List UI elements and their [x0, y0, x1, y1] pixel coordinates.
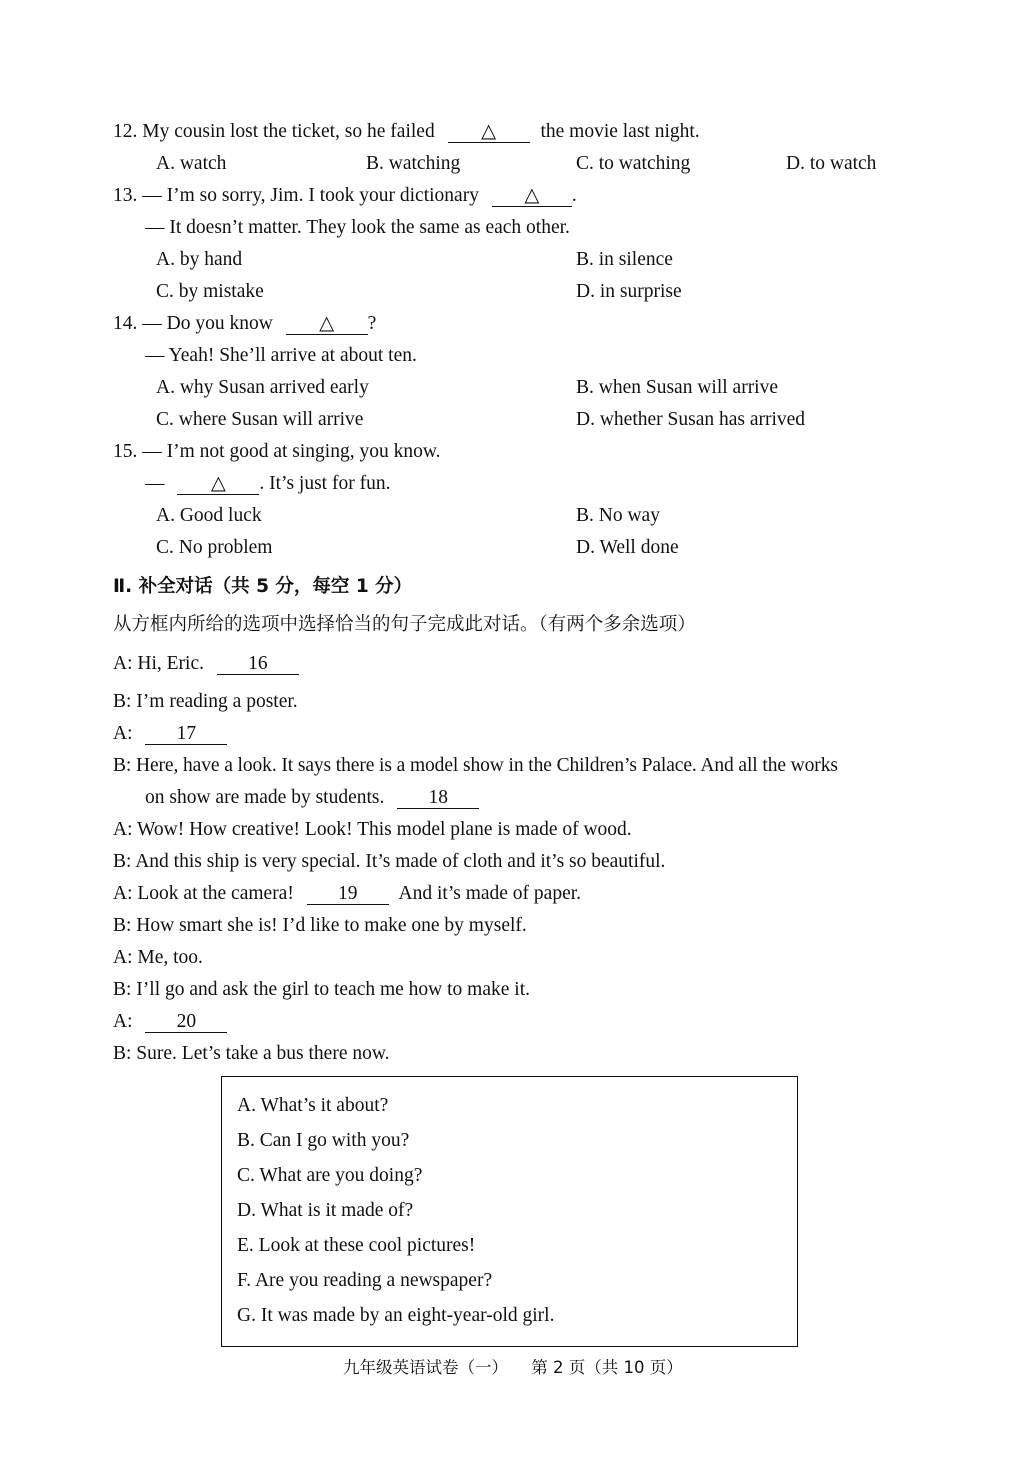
answer-blank: △ — [177, 474, 259, 495]
question-12-option-a: A. watch — [156, 153, 227, 174]
answer-blank: △ — [448, 122, 530, 143]
box-option-a: A. What’s it about? — [237, 1095, 389, 1116]
question-13-option-c: C. by mistake — [156, 281, 264, 302]
page-footer — [343, 1356, 683, 1380]
question-number: 15. — [113, 441, 138, 462]
answer-blank: △ — [492, 186, 572, 207]
question-15-stem — [113, 440, 441, 464]
question-12-option-b: B. watching — [366, 153, 461, 174]
dialogue-line: B: I’m reading a poster. — [113, 691, 298, 712]
question-text: My cousin lost the ticket, so he failed — [142, 121, 435, 142]
question-number: 14. — [113, 313, 138, 334]
dialogue-line — [113, 652, 299, 676]
question-15-option-c: C. No problem — [156, 537, 273, 558]
box-option-b: B. Can I go with you? — [237, 1130, 410, 1151]
box-option-e: E. Look at these cool pictures! — [237, 1235, 476, 1256]
dialogue-text: A: Hi, Eric. — [113, 653, 204, 674]
question-number: 13. — [113, 185, 138, 206]
question-14-reply: — Yeah! She’ll arrive at about ten. — [145, 345, 417, 366]
dialogue-line — [113, 722, 227, 746]
dialogue-blank-18: 18 — [397, 788, 479, 809]
dialogue-line — [145, 786, 479, 810]
question-12-option-d: D. to watch — [786, 153, 877, 174]
box-option-g: G. It was made by an eight-year-old girl. — [237, 1305, 555, 1326]
question-15-option-a: A. Good luck — [156, 505, 262, 526]
section-instruction: 从方框内所给的选项中选择恰当的句子完成此对话。（有两个多余选项） — [113, 614, 696, 635]
question-12-stem — [113, 120, 700, 144]
dialogue-line — [113, 1010, 227, 1034]
dialogue-text: A: Look at the camera! — [113, 883, 294, 904]
question-13-stem — [113, 184, 577, 208]
question-15-option-b: B. No way — [576, 505, 660, 526]
question-number: 12. — [113, 121, 138, 142]
dialogue-line: B: And this ship is very special. It’s made of cloth and it’s so beautiful. — [113, 851, 666, 872]
options-box — [221, 1076, 798, 1347]
question-14-option-d: D. whether Susan has arrived — [576, 409, 806, 430]
question-13-option-b: B. in silence — [576, 249, 673, 270]
question-13-option-d: D. in surprise — [576, 281, 682, 302]
footer-exam-title: 九年级英语试卷（一） — [343, 1358, 508, 1377]
question-text: — Do you know — [142, 313, 273, 334]
question-15-reply — [145, 472, 390, 496]
dialogue-line: B: Sure. Let’s take a bus there now. — [113, 1043, 390, 1064]
section-title: Ⅱ. 补全对话（共 5 分，每空 1 分） — [113, 576, 413, 597]
dialogue-blank-19: 19 — [307, 884, 389, 905]
dialogue-line: A: Me, too. — [113, 947, 203, 968]
box-option-d: D. What is it made of? — [237, 1200, 414, 1221]
dialogue-text: A: — [113, 723, 133, 744]
question-text: the movie last night. — [540, 121, 700, 142]
dialogue-text: A: — [113, 1011, 133, 1032]
dialogue-line — [113, 882, 581, 906]
box-option-f: F. Are you reading a newspaper? — [237, 1270, 493, 1291]
dialogue-line: A: Wow! How creative! Look! This model plane is made of wood. — [113, 819, 632, 840]
dash: — — [145, 473, 165, 494]
dialogue-text: And it’s made of paper. — [398, 883, 582, 904]
question-15-option-d: D. Well done — [576, 537, 679, 558]
footer-page-number: 第 2 页（共 10 页） — [531, 1358, 683, 1377]
box-option-c: C. What are you doing? — [237, 1165, 423, 1186]
question-text: — I’m not good at singing, you know. — [142, 441, 441, 462]
question-13-option-a: A. by hand — [156, 249, 243, 270]
dialogue-blank-17: 17 — [145, 724, 227, 745]
question-14-option-b: B. when Susan will arrive — [576, 377, 779, 398]
dialogue-blank-20: 20 — [145, 1012, 227, 1033]
dialogue-line: B: How smart she is! I’d like to make one by myself. — [113, 915, 527, 936]
question-text: . — [571, 185, 577, 206]
dialogue-text: on show are made by students. — [145, 787, 385, 808]
question-text: . It’s just for fun. — [259, 473, 391, 494]
dialogue-blank-16: 16 — [217, 654, 299, 675]
dialogue-line: B: Here, have a look. It says there is a model show in the Children’s Palace. And all the works — [113, 755, 838, 776]
question-text: — I’m so sorry, Jim. I took your dictionary — [142, 185, 479, 206]
question-text: ? — [367, 313, 377, 334]
question-12-option-c: C. to watching — [576, 153, 691, 174]
question-13-reply: — It doesn’t matter. They look the same as each other. — [145, 217, 570, 238]
question-14-stem — [113, 312, 376, 336]
question-14-option-a: A. why Susan arrived early — [156, 377, 369, 398]
dialogue-line: B: I’ll go and ask the girl to teach me how to make it. — [113, 979, 530, 1000]
answer-blank: △ — [286, 314, 368, 335]
question-14-option-c: C. where Susan will arrive — [156, 409, 364, 430]
